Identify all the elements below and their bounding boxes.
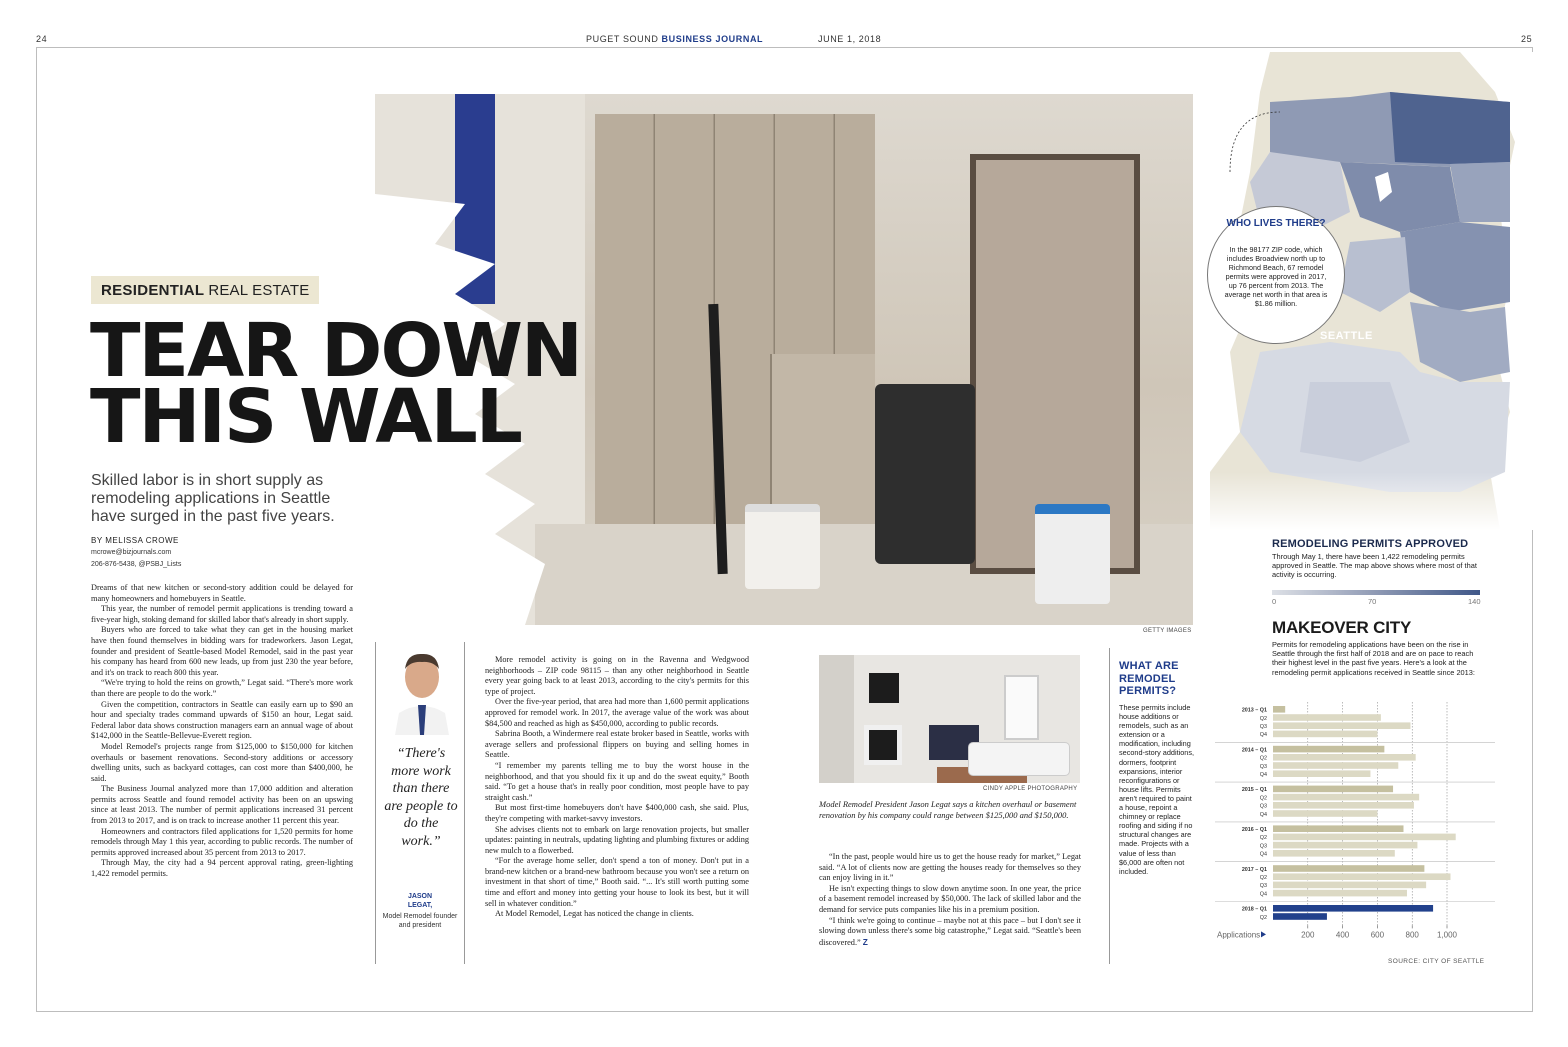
headline [90, 308, 650, 460]
body-column-2 [485, 655, 749, 920]
paragraph: Model Remodel's projects range from $125,000 to $150,000 for kitchen overhauls or basement renovations. Second-story additions or accessory dwelling units, such as backyard cottages, can cost more than $400,000, he said. [91, 741, 353, 783]
chart-bar [1273, 746, 1384, 753]
chart-bar [1273, 905, 1433, 912]
pullquote-name [380, 893, 460, 910]
map-legend-max: 140 [1468, 597, 1481, 606]
chart-bar [1273, 714, 1381, 721]
chart-row-label: 2018 – Q1 [1241, 906, 1267, 913]
chart-row-label: Q3 [1259, 763, 1267, 770]
chart-row-label: Q3 [1259, 803, 1267, 810]
map-legend-bar [1272, 590, 1480, 595]
paragraph: He isn't expecting things to slow down anytime soon. In one year, the price of a basement remodel increased by $50,000. The lack of skilled labor and the demand for service puts companies like his in a premium position. [819, 883, 1081, 914]
chart-bar [1273, 913, 1327, 920]
chart-row-label: 2015 – Q1 [1241, 787, 1267, 794]
pullquote-text: “There's more work than there are people to do the work.” [384, 746, 458, 849]
headshot-photo [393, 647, 451, 735]
chart-bar [1273, 850, 1395, 857]
paragraph: At Model Remodel, Legat has noticed the change in clients. [495, 909, 694, 919]
paragraph: Given the competition, contractors in Seattle can easily earn up to $90 an hour and specialty trades command upwards of $150 an hour, Legat said. Federal labor data shows construction managers earn an annual wage of about $142,000 in the Seattle-Bellevue-Everett region. [91, 699, 353, 741]
chart-bar [1273, 842, 1417, 849]
chart-bar [1273, 810, 1377, 817]
chart-row-label: 2014 – Q1 [1241, 747, 1267, 754]
interior-photo-credit: CINDY APPLE PHOTOGRAPHY [983, 786, 1078, 792]
chart-bar [1273, 873, 1450, 880]
chart-row-label: Q4 [1259, 851, 1267, 858]
chart-row-label: Q4 [1259, 772, 1267, 778]
chart-row-label: Q2 [1259, 875, 1267, 881]
paragraph: “For the average home seller, don't spend a ton of money. Don't put in a brand-new kitchen or a brand-new bathroom because you won't see a return on investment in that short of time,” Booth said. “... It's still worth putting some time and effort and money into getting your house to look its best, but it will sell in whatever condition.” [485, 856, 749, 908]
body-column-3 [819, 852, 1081, 948]
chart-bar [1273, 706, 1285, 713]
chart-tick-label: 1,000 [1436, 930, 1458, 940]
makeover-title: MAKEOVER CITY [1272, 618, 1412, 637]
chart-row-label: Q3 [1259, 883, 1267, 890]
chart-row-label: Q3 [1259, 724, 1267, 730]
chart-row-label: Q4 [1259, 732, 1267, 739]
paragraph: More remodel activity is going on in the Ravenna and Wedgwood neighborhoods – ZIP code 98115 – than any other neighborhood in Seattle every year going back to at least 2013, according to the city's permits for this type of project. [485, 655, 749, 696]
chart-row-label: Q4 [1259, 891, 1267, 898]
publication-name-plain: PUGET SOUND [586, 34, 662, 44]
paragraph: But most first-time homebuyers don't have $400,000 cash, she said. Plus, they're competing with market-savvy investors. [485, 803, 749, 823]
chart-bar [1273, 802, 1414, 809]
sidebar-rule [1109, 648, 1110, 964]
paragraph [819, 916, 1081, 949]
pullquote-rule-right [464, 642, 465, 964]
paragraph: Through May, the city had a 94 percent approval rating, green-lighting 1,422 remodel permits. [91, 858, 353, 879]
paragraph: “I remember my parents telling me to buy the worst house in the neighborhood, and that you should fix it up and do the sweat equity,” Booth said. “To get a house that's in really poor condition, most people have to pay straight cash.” [485, 760, 749, 802]
who-lives-there-body: In the 98177 ZIP code, which includes Broadview north up to Richmond Beach, 67 remodel permits were approved in 2017, up 76 percent from 2013. The average net worth in that area is $1.86 million. [1224, 245, 1328, 308]
sidebar-title: WHAT ARE REMODEL PERMITS? [1119, 660, 1179, 697]
section-tag [91, 276, 319, 304]
chart-x-axis-label: Applications [1217, 930, 1261, 940]
permit-applications-chart [1205, 698, 1495, 958]
chart-tick-label: 800 [1405, 930, 1419, 940]
chart-row-label: 2016 – Q1 [1241, 827, 1267, 833]
chart-tick-label: 600 [1370, 930, 1385, 940]
permits-approved-body: Through May 1, there have been 1,422 remodeling permits approved in Seattle. The map above shows where most of that activity is occurring. [1272, 552, 1477, 580]
chart-bar [1273, 794, 1419, 801]
chart-row-label: Q4 [1259, 811, 1267, 818]
pullquote-name-line-1: JASON [407, 893, 433, 900]
chart-row-label: Q3 [1259, 843, 1267, 850]
chart-row-label: Q2 [1259, 835, 1267, 842]
map-legend-mid: 70 [1368, 597, 1377, 606]
chart-bar [1273, 825, 1404, 832]
chart-axis-arrow-icon [1261, 931, 1266, 937]
deck: Skilled labor is in short supply as remodeling applications in Seattle have surged in the past five years. [91, 472, 335, 525]
paragraph: This year, the number of remodel permit applications is trending toward a five-year high, stoking demand for skilled labor that's already in short supply. [91, 604, 353, 624]
chart-row-label: Q2 [1259, 795, 1267, 802]
paragraph: “We're trying to hold the reins on growth,” Legat said. “There's more work than there are people to do the work.” [91, 678, 353, 698]
publication-name-bold: BUSINESS JOURNAL [661, 34, 764, 44]
issue-date: JUNE 1, 2018 [818, 34, 882, 44]
permits-approved-title: REMODELING PERMITS APPROVED [1272, 538, 1469, 550]
paragraph: Buyers who are forced to take what they can get in the housing market have then found themselves in bidding wars for tradeworkers. Jason Legat, founder and president of Seattle-based Model Remodel, said in the past year his company has heard from 600 new leads, up from just 230 the year before, and it's on track to reach 800 this year. [91, 625, 353, 677]
paragraph-text: “I think we're going to continue – maybe not at this pace – but I don't see it slowing down unless there's some big catastrophe,” Legat said. “Seattle's been discovered.” [819, 915, 1081, 947]
body-column-1 [91, 583, 353, 880]
chart-bar [1273, 754, 1416, 761]
map-city-label: SEATTLE [1320, 330, 1373, 342]
chart-row-label: 2017 – Q1 [1241, 866, 1267, 873]
pullquote-role: Model Remodel founder and president [382, 913, 458, 929]
paragraph: She advises clients not to embark on large renovation projects, but smaller updates: painting in neutrals, updating lighting and plumbing fixtures or adding new mulch to a flowerbed. [485, 824, 749, 855]
map-legend-min: 0 [1272, 597, 1277, 606]
makeover-body: Permits for remodeling applications have been on the rise in Seattle through the first half of 2018 and are on pace to reach their highest level in the past five years. Here's a look at the remodeling permit applications received in Seattle since 2013: [1272, 640, 1475, 677]
chart-bar [1273, 722, 1410, 729]
end-mark-icon: Z [862, 936, 868, 947]
chart-tick-label: 400 [1335, 930, 1350, 940]
paragraph: “In the past, people would hire us to get the house ready for market,” Legat said. “A lot of clients now are getting the houses ready for themselves so they can enjoy living in it.” [819, 852, 1081, 883]
chart-bar [1273, 762, 1398, 769]
page-number-right: 25 [1521, 34, 1533, 44]
headshot-image [393, 647, 451, 735]
chart-row-label: Q2 [1259, 914, 1267, 921]
chart-bar [1273, 770, 1370, 777]
chart-bar [1273, 890, 1407, 897]
interior-photo [819, 655, 1080, 783]
pullquote-name-line-2: LEGAT, [407, 901, 433, 909]
chart-row-label: Q2 [1259, 755, 1267, 762]
paragraph: Sabrina Booth, a Windermere real estate broker based in Seattle, works with average sellers and professional flippers on buying and selling homes in Seattle. [485, 729, 749, 760]
publication-name [586, 34, 763, 44]
chart-source: SOURCE: CITY OF SEATTLE [1388, 958, 1485, 965]
chart-row-label: 2013 – Q1 [1241, 707, 1267, 714]
chart-bar [1273, 731, 1377, 738]
chart-row-label: Q2 [1259, 715, 1267, 722]
chart-bar [1273, 882, 1426, 889]
section-tag-bold: RESIDENTIAL [101, 281, 205, 299]
byline: BY MELISSA CROWE [91, 536, 179, 545]
page-number-left: 24 [36, 34, 48, 44]
paragraph: Dreams of that new kitchen or second-story addition could be delayed for many homeowners and homebuyers in Seattle. [91, 583, 353, 603]
interior-photo-caption: Model Remodel President Jason Legat says a kitchen overhaul or basement renovation by his company could range between $125,000 and $150,000. [819, 799, 1077, 820]
author-email[interactable]: mcrowe@bizjournals.com [91, 549, 172, 556]
who-lives-there-title: WHO LIVES THERE? [1226, 218, 1326, 229]
chart-bar [1273, 786, 1393, 793]
chart-tick-label: 200 [1301, 930, 1315, 940]
hero-photo-credit: GETTY IMAGES [1143, 628, 1192, 634]
headline-line-2: THIS WALL [90, 374, 521, 460]
pullquote-rule-left [375, 642, 376, 964]
chart-bar [1273, 865, 1424, 872]
paragraph: Over the five-year period, that area had more than 1,600 permit applications approved for remodel work. In 2017, the average value of the work was about $84,500 and reached as high as $450,000, according to public records. [485, 697, 749, 728]
paragraph: Homeowners and contractors filed applications for 1,520 permits for home remodels through May 1 this year, according to public records. The number of permits approved increased about 35 percent from 2013 to 2017. [91, 826, 353, 857]
section-tag-light: REAL ESTATE [208, 281, 310, 299]
headline-line-1: TEAR DOWN [90, 308, 581, 394]
author-phone: 206-876-5438, @PSBJ_Lists [91, 561, 182, 568]
sidebar-body: These permits include house additions or remodels, such as an extension or a modification, including second-story additions, dormers, footprint expansions, interior reconfigurations or house lifts. Permits aren't required to paint a house, repoint a chimney or replace roofing and siding if no structural changes are made. Projects with a value of less than $6,000 are often not included. [1119, 703, 1195, 876]
chart-bar [1273, 834, 1456, 841]
paragraph: The Business Journal analyzed more than 17,000 addition and alteration permits across Seattle and found remodel activity has been on an upswing since at least 2013. The number of permit applications increased 31 percent from 2013 to 2017, and is on track to increase another 11 percent this year. [91, 784, 353, 826]
